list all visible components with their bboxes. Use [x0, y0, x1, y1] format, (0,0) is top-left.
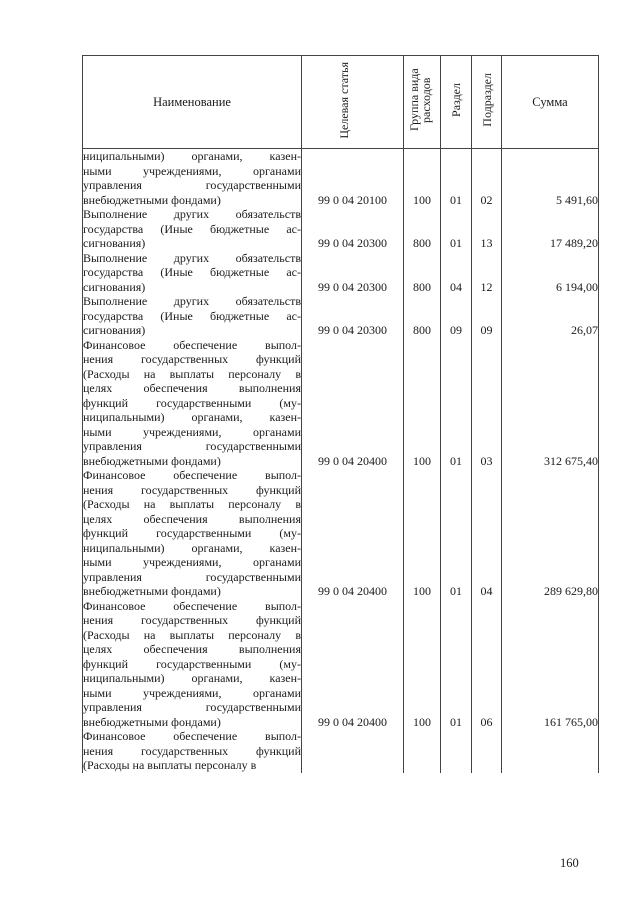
row-target-article: 99 0 04 20300	[302, 251, 404, 295]
row-expense-group: 100	[404, 468, 441, 599]
row-expense-group: 800	[404, 251, 441, 295]
row-sum: 17 489,20	[502, 207, 599, 251]
table-row	[83, 149, 599, 208]
row-name	[83, 207, 302, 251]
row-name-line: (Расходы на выплаты персоналу в	[83, 366, 301, 381]
row-name-line: целях обеспечения выполнения	[83, 381, 301, 395]
row-sum: 161 765,00	[502, 599, 599, 730]
row-sum: 5 491,60	[502, 149, 599, 208]
row-sum	[502, 729, 599, 773]
row-name-line: ными учреждениями, органами	[83, 163, 301, 178]
row-subsection: 06	[472, 599, 502, 730]
row-name-line: нения государственных функций	[83, 482, 301, 497]
row-name-line: функций государственными (му-	[83, 526, 301, 540]
table-body	[83, 149, 599, 773]
table-row	[83, 338, 599, 469]
row-name-line: внебюджетными фондами)	[83, 453, 221, 468]
row-name-line: (Расходы на выплаты персоналу в	[83, 758, 257, 772]
row-section: 01	[441, 599, 472, 730]
row-name-line: нения государственных функций	[83, 743, 301, 758]
row-subsection: 04	[472, 468, 502, 599]
row-name	[83, 468, 302, 599]
row-name-line: нения государственных функций	[83, 613, 301, 627]
row-name-line: целях обеспечения выполнения	[83, 642, 301, 656]
row-name-line: ными учреждениями, органами	[83, 424, 301, 439]
row-target-article: 99 0 04 20400	[302, 338, 404, 469]
row-section: 01	[441, 207, 472, 251]
row-name-line: ниципальными) органами, казен-	[83, 540, 301, 555]
row-target-article: 99 0 04 20100	[302, 149, 404, 208]
row-target-article: 99 0 04 20400	[302, 599, 404, 730]
table-row	[83, 729, 599, 773]
row-name-line: функций государственными (му-	[83, 395, 301, 410]
row-expense-group: 800	[404, 294, 441, 338]
row-name-line: (Расходы на выплаты персоналу в	[83, 627, 301, 642]
row-name-line: ниципальными) органами, казен-	[83, 671, 301, 685]
row-subsection: 12	[472, 251, 502, 295]
table-row	[83, 207, 599, 251]
row-name-line: Финансовое обеспечение выпол-	[83, 337, 301, 352]
row-name	[83, 599, 302, 730]
row-section: 01	[441, 338, 472, 469]
header-expense-group	[404, 56, 441, 149]
row-name-line: ными учреждениями, органами	[83, 555, 301, 569]
row-name-line: государства (Иные бюджетные ас-	[83, 265, 301, 279]
row-name-line: (Расходы на выплаты персоналу в	[83, 497, 301, 511]
header-sum: Сумма	[502, 56, 599, 149]
row-section	[441, 729, 472, 773]
row-name-line: внебюджетными фондами)	[83, 584, 221, 598]
row-section: 04	[441, 251, 472, 295]
row-name-line: целях обеспечения выполнения	[83, 511, 301, 526]
budget-table	[82, 55, 599, 773]
row-target-article: 99 0 04 20300	[302, 294, 404, 338]
row-name	[83, 251, 302, 295]
row-name	[83, 729, 302, 773]
row-name-line: государства (Иные бюджетные ас-	[83, 308, 301, 323]
row-target-article	[302, 729, 404, 773]
row-name-line: ниципальными) органами, казен-	[83, 410, 301, 424]
row-target-article: 99 0 04 20300	[302, 207, 404, 251]
header-target-article-label: Целевая статья	[336, 61, 351, 139]
row-name-line: государства (Иные бюджетные ас-	[83, 221, 301, 236]
table-row	[83, 468, 599, 599]
row-expense-group: 100	[404, 338, 441, 469]
row-subsection: 03	[472, 338, 502, 469]
row-name-line: сигнования)	[83, 279, 146, 294]
row-name-line: функций государственными (му-	[83, 656, 301, 671]
header-expense-group-label: Группа вида расходов	[407, 68, 433, 132]
row-name-line: Выполнение других обязательств	[83, 207, 301, 221]
row-name-line: Финансовое обеспечение выпол-	[83, 598, 301, 613]
row-name-line: Финансовое обеспечение выпол-	[83, 468, 301, 482]
row-subsection: 13	[472, 207, 502, 251]
header-subsection-label: Подраздел	[479, 73, 494, 127]
row-name-line: Выполнение других обязательств	[83, 250, 301, 265]
row-name-line: внебюджетными фондами)	[83, 192, 221, 207]
header-section-label: Раздел	[449, 83, 463, 117]
row-expense-group	[404, 729, 441, 773]
table-row	[83, 251, 599, 295]
row-sum: 289 629,80	[502, 468, 599, 599]
row-name	[83, 294, 302, 338]
row-sum: 312 675,40	[502, 338, 599, 469]
table-row	[83, 599, 599, 730]
row-target-article: 99 0 04 20400	[302, 468, 404, 599]
table-header	[83, 56, 599, 149]
row-name-line: сигнования)	[83, 323, 146, 337]
row-expense-group: 100	[404, 599, 441, 730]
row-name-line: управления государственными	[83, 569, 301, 584]
row-section: 01	[441, 149, 472, 208]
row-name-line: ниципальными) органами, казен-	[83, 149, 301, 163]
table-row	[83, 294, 599, 338]
row-expense-group: 100	[404, 149, 441, 208]
header-name: Наименование	[83, 56, 302, 149]
row-subsection	[472, 729, 502, 773]
row-expense-group: 800	[404, 207, 441, 251]
row-name-line: Выполнение других обязательств	[83, 294, 301, 308]
row-name-line: нения государственных функций	[83, 352, 301, 366]
row-subsection: 09	[472, 294, 502, 338]
row-name-line: управления государственными	[83, 178, 301, 192]
row-section: 01	[441, 468, 472, 599]
row-name-line: ными учреждениями, органами	[83, 685, 301, 700]
header-subsection	[472, 56, 502, 149]
row-name-line: управления государственными	[83, 439, 301, 453]
row-name-line: Финансовое обеспечение выпол-	[83, 729, 301, 743]
row-section: 09	[441, 294, 472, 338]
row-sum: 26,07	[502, 294, 599, 338]
row-subsection: 02	[472, 149, 502, 208]
row-name-line: управления государственными	[83, 700, 301, 714]
row-name-line: сигнования)	[83, 236, 146, 250]
row-name	[83, 338, 302, 469]
header-section	[441, 56, 472, 149]
header-target-article	[302, 56, 404, 149]
row-sum: 6 194,00	[502, 251, 599, 295]
page-number: 160	[560, 856, 579, 870]
row-name-line: внебюджетными фондами)	[83, 714, 221, 729]
row-name	[83, 149, 302, 208]
